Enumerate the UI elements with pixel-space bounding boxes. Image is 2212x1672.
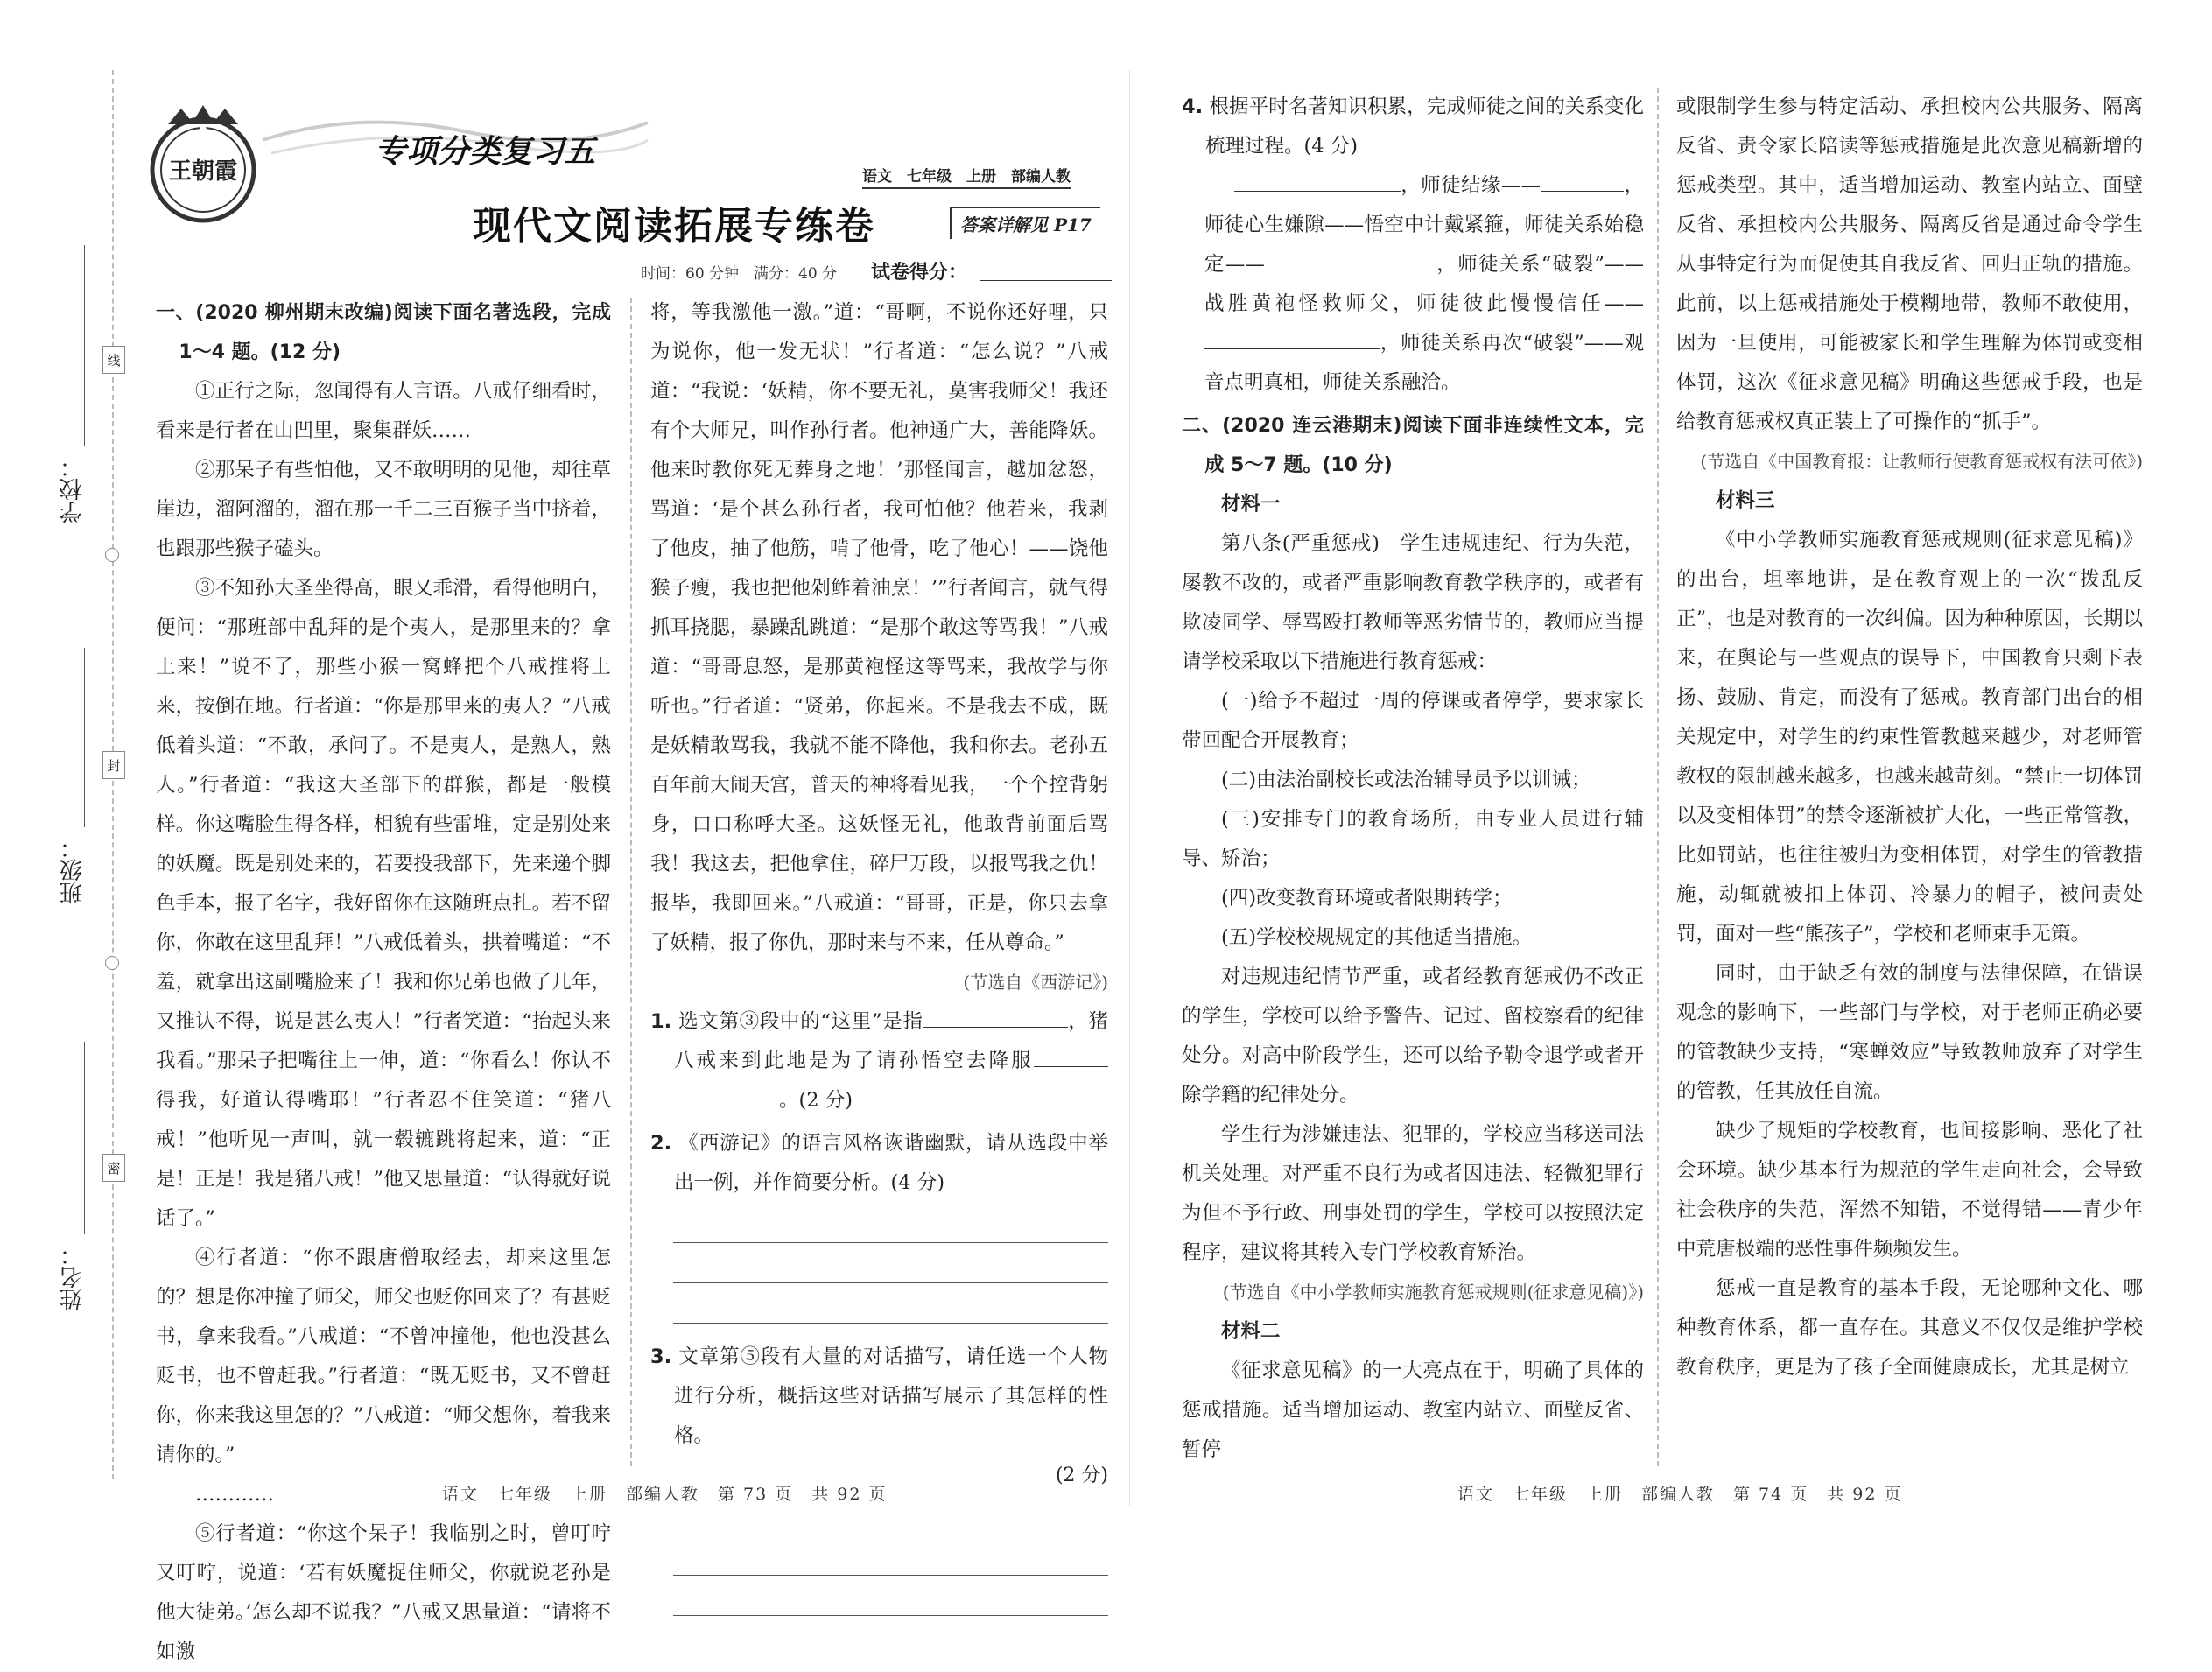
question-4-text-b: ，师徒心生嫌隙——悟空中计戴紧箍，师徒关系始稳定—— (1204, 174, 1644, 276)
school-label: 学校： (60, 455, 86, 523)
right-column-2 (1676, 88, 2143, 1387)
column-divider-2 (1657, 88, 1659, 1466)
class-field[interactable] (84, 648, 85, 827)
material-three-para-3: 缺少了规矩的学校教育，也间接影响、恶化了社会环境。缺少基本行为规范的学生走向社会，会导致社会秩序的失范，浑然不知错，不觉得错——青少年中荒唐极端的恶性事件频频发生。 (1676, 1120, 2143, 1261)
question-4-blank-1[interactable] (1234, 166, 1401, 192)
question-1-number: 1. (650, 1010, 672, 1033)
seal-mark-3: 密 (102, 1154, 125, 1182)
score-label: 试卷得分： (871, 262, 968, 284)
question-4-blank-3[interactable] (1265, 245, 1436, 270)
question-2-answer-area[interactable] (650, 1203, 1108, 1324)
right-column-1 (1182, 88, 1644, 1470)
school-field[interactable] (84, 245, 85, 446)
question-2-text: 《西游记》的语言风格诙谐幽默，请从选段中举出一例，并作简要分析。(4 分) (674, 1132, 1108, 1194)
question-4-text: 根据平时名著知识积累，完成师徒之间的关系变化梳理过程。(4 分) (1205, 95, 1644, 158)
material-one-source: (节选自《中小学教师实施教育惩戒规则(征求意见稿)》) (1222, 1282, 1644, 1303)
material-one-para-8: 学生行为涉嫌违法、犯罪的，学校应当移送司法机关处理。对严重不良行为或者因违法、轻微犯罪行为但不予行政、刑事处罚的学生，学校可以按照法定程序，建议将其转入专门学校教育矫治。 (1182, 1123, 1644, 1264)
seal-dot-1 (105, 548, 119, 562)
question-1: 1. 选文第③段中的“这里”是指 ，猪八戒来到此地是为了请孙悟空去降服。(2 分) (650, 1002, 1108, 1121)
question-3-score: (2 分) (1055, 1465, 1108, 1486)
question-2-number: 2. (650, 1132, 672, 1155)
passage-para-1: ①正行之际，忽闻得有人言语。八戒仔细看时，看来是行者在山凹里，聚集群妖…… (156, 380, 611, 442)
question-1-text-b: 猪八戒来到此地是为了请孙悟空去降服 (674, 1010, 1108, 1072)
score-field[interactable] (980, 280, 1112, 281)
question-4-chain (1182, 166, 1644, 403)
left-column (156, 293, 611, 1672)
series-title: 专项分类复习五 (375, 134, 596, 170)
question-4-number: 4. (1182, 95, 1204, 118)
question-1-score: 。(2 分) (779, 1089, 853, 1112)
page-fold (1129, 70, 1130, 1506)
subject-tag: 语文 七年级 上册 部编人教 (862, 164, 1071, 189)
page-title: 现代文阅读拓展专练卷 (473, 204, 875, 249)
material-one-para-5: (四)改变教育环境或者限期转学； (1221, 887, 1513, 910)
question-1-blank-3[interactable] (674, 1081, 779, 1106)
material-three-para-2: 同时，由于缺乏有效的制度与法律保障，在错误观念的影响下，一些部门与学校，对于老师正确必要的管教缺少支持，“寒蝉效应”导致教师放弃了对学生的管教，任其放任自流。 (1676, 962, 2143, 1103)
question-3-answer-area[interactable] (650, 1495, 1108, 1616)
answer-ref[interactable]: 答案详解见 P17 (950, 207, 1100, 239)
passage-para-4: ④行者道：“你不跟唐僧取经去，却来这里怎的？想是你冲撞了师父，师父也贬你回来了？有甚贬书，拿来我看。”八戒道：“不曾冲撞他，他也没甚么贬书，也不曾赶我。”行者道：“既无贬书，又不曾赶你，你来我这里怎的？”八戒道：“师父想你，着我来请你的。” (156, 1247, 611, 1466)
material-two-para: 《征求意见稿》的一大亮点在于，明确了具体的惩戒措施。适当增加运动、教室内站立、面壁反省、暂停 (1182, 1359, 1644, 1461)
question-4-blank-2[interactable] (1541, 166, 1624, 192)
material-two-continued: 或限制学生参与特定活动、承担校内公共服务、隔离反省、责令家长陪读等惩戒措施是此次意见稿新增的惩戒类型。其中，适当增加运动、教室内站立、面壁反省、承担校内公共服务、隔离反省是通过命令学生从事特定行为而促使其自我反省、回归正轨的措施。此前，以上惩戒措施处于模糊地带，教师不敢使用，因为一旦使用，可能被家长和学生理解为体罚或变相体罚，这次《征求意见稿》明确这些惩戒手段，也是给教育惩戒权真正装上了可操作的“抓手”。 (1676, 95, 2143, 433)
question-1-text-a: 选文第③段中的“这里”是指 (678, 1010, 923, 1033)
material-three-para-1: 《中小学教师实施教育惩戒规则(征求意见稿)》的出台，坦率地讲，是在教育观上的一次“拨乱反正”，也是对教育的一次纠偏。因为种种原因，长期以来，在舆论与一些观点的误导下，中国教育只剩下表扬、鼓励、肯定，而没有了惩戒。教育部门出台的相关规定中，对学生的约束性管教越来越少，对老师管教权的限制越来越多，也越来越苛刻。“禁止一切体罚以及变相体罚”的禁令逐渐被扩大化，一些正常管教，比如罚站，也往往被归为变相体罚，对学生的管教措施，动辄就被扣上体罚、冷暴力的帽子，被问责处罚，面对一些“熊孩子”，学校和老师束手无策。 (1676, 529, 2143, 945)
material-one-para-4: (三)安排专门的教育场所，由专业人员进行辅导、矫治； (1182, 808, 1644, 870)
question-4-text-c: ，师徒关系“破裂”——战胜黄袍怪救师父，师徒彼此慢慢信任—— (1204, 253, 1644, 315)
question-4 (1182, 88, 1644, 166)
seal-mark-1: 线 (102, 346, 125, 374)
section-two-heading: 二、(2020 连云港期末)阅读下面非连续性文本，完成 5～7 题。(10 分) (1182, 415, 1644, 476)
footer-page-74: 语文 七年级 上册 部编人教 第 74 页 共 92 页 (1457, 1485, 1903, 1504)
passage-para-3: ③不知孙大圣坐得高，眼又乖滑，看得他明白，便问：“那班部中乱拜的是个夷人，是那里来的？拿上来！”说不了，那些小猴一窝蜂把个八戒推将上来，按倒在地。行者道：“你是那里来的夷人？”八戒低着头道：“不敢，承问了。不是夷人，是熟人，熟人。”行者道：“我这大圣部下的群猴，都是一般模样。你这嘴脸生得各样，相貌有些雷堆，定是别处来的妖魔。既是别处来的，若要投我部下，先来递个脚色手本，报了名字，我好留你在这随班点扎。若不留你，你敢在这里乱拜！”八戒低着头，拱着嘴道：“不羞，就拿出这副嘴脸来了！我和你兄弟也做了几年，又推认不得，说是甚么夷人！”行者笑道：“抬起头来我看。”那呆子把嘴往上一伸，道：“你看么！你认不得我，好道认得嘴耶！”行者忍不住笑道：“猪八戒！”他听见一声叫，就一毂辘跳将起来，道：“正是！正是！我是猪八戒！”他又思量道：“认得就好说话了。” (156, 577, 611, 1230)
passage-ellipsis: ………… (195, 1483, 274, 1506)
material-two-title: 材料二 (1221, 1320, 1281, 1343)
name-label: 姓名： (60, 1243, 86, 1311)
seal-dot-2 (105, 956, 119, 970)
seal-mark-2: 封 (102, 751, 125, 779)
passage-para-5: ⑤行者道：“你这个呆子！我临别之时，曾叮咛又叮咛，说道：‘若有妖魔捉住师父，你就说老孙是他大徒弟。’怎么却不说我？”八戒又思量道：“请将不如激 (156, 1522, 611, 1663)
material-three-title: 材料三 (1716, 489, 1775, 512)
question-3-text: 文章第⑤段有大量的对话描写，请任选一个人物进行分析，概括这些对话描写展示了其怎样的性格。 (674, 1345, 1108, 1447)
section-one-heading: 一、(2020 柳州期末改编)阅读下面名著选段，完成 1～4 题。(12 分) (156, 302, 611, 363)
question-3-number: 3. (650, 1345, 672, 1368)
material-one-para-3: (二)由法治副校长或法治辅导员予以训诫； (1221, 769, 1591, 791)
passage-para-2: ②那呆子有些怕他，又不敢明明的见他，却往草崖边，溜阿溜的，溜在那一千二三百猴子当中挤着，也跟那些猴子磕头。 (156, 459, 611, 560)
question-4-text-a: ，师徒结缘—— (1400, 174, 1541, 197)
material-three-para-4: 惩戒一直是教育的基本手段，无论哪种文化、哪种教育体系，都一直存在。其意义不仅仅是维护学校教育秩序，更是为了孩子全面健康成长，尤其是树立 (1676, 1277, 2143, 1379)
name-field[interactable] (84, 1042, 85, 1234)
material-one-title: 材料一 (1221, 493, 1281, 516)
material-two-source: (节选自《中国教育报：让教师行使教育惩戒权有法可依》) (1700, 451, 2143, 472)
question-1-blank-1[interactable] (923, 1002, 1068, 1028)
passage-continued: 将，等我激他一激。”道：“哥啊，不说你还好哩，只为说你，他一发无状！”行者道：“怎么说？”八戒道：“我说：‘妖精，你不要无礼，莫害我师父！我还有个大师兄，叫作孙行者。他神通广大，善能降妖。他来时教你死无葬身之地！’那怪闻言，越加忿怒，骂道：‘是个甚么孙行者，我可怕他？他若来，我剥了他皮，抽了他筋，啃了他骨，吃了他心！——饶他猴子瘦，我也把他剁鲊着油烹！’”行者闻言，就气得抓耳挠腮，暴躁乱跳道：“是那个敢这等骂我！”八戒道：“哥哥息怒，是那黄袍怪这等骂来，我故学与你听也。”行者道：“贤弟，你起来。不是我去不成，既是妖精敢骂我，我就不能不降他，我和你去。老孙五百年前大闹天宫，普天的神将看见我，一个个控背躬身，口口称呼大圣。这妖怪无礼，他敢背前面后骂我！我这去，把他拿住，碎尸万段，以报骂我之仇！报毕，我即回来。”八戒道：“哥哥，正是，你只去拿了妖精，报了你仇，那时来与不来，任从尊命。” (650, 301, 1108, 954)
class-label: 班级： (60, 836, 86, 904)
material-one-para-6: (五)学校校规规定的其他适当措施。 (1221, 926, 1533, 949)
footer-page-73: 语文 七年级 上册 部编人教 第 73 页 共 92 页 (442, 1485, 888, 1504)
column-divider-1 (630, 298, 632, 1466)
material-one-para-2: (一)给予不超过一周的停课或者停学，要求家长带回配合开展教育； (1182, 690, 1644, 752)
exam-meta: 时间：60 分钟 满分：40 分 (641, 265, 838, 283)
svg-text:王朝霞: 王朝霞 (168, 158, 238, 185)
material-one-para-7: 对违规违纪情节严重，或者经教育惩戒仍不改正的学生，学校可以给予警告、记过、留校察看的纪律处分。对高中阶段学生，还可以给予勒令退学或者开除学籍的纪律处分。 (1182, 966, 1644, 1106)
material-one-para-1: 第八条(严重惩戒) 学生违规违纪、行为失范，屡教不改的，或者严重影响教育教学秩序的，或者有欺凌同学、辱骂殴打教师等恶劣情节的，教师应当提请学校采取以下措施进行教育惩戒： (1182, 532, 1644, 673)
question-4-blank-4[interactable] (1204, 324, 1380, 349)
question-1-blank-2[interactable] (1034, 1042, 1108, 1067)
mid-column (650, 293, 1108, 1616)
question-2 (650, 1124, 1108, 1203)
question-4-text-d: ，师徒关系再次“破裂”——观音点明真相，师徒关系融洽。 (1204, 332, 1644, 394)
publisher-logo (142, 103, 264, 226)
question-3 (650, 1338, 1108, 1456)
passage-source: (节选自《西游记》) (963, 972, 1108, 993)
